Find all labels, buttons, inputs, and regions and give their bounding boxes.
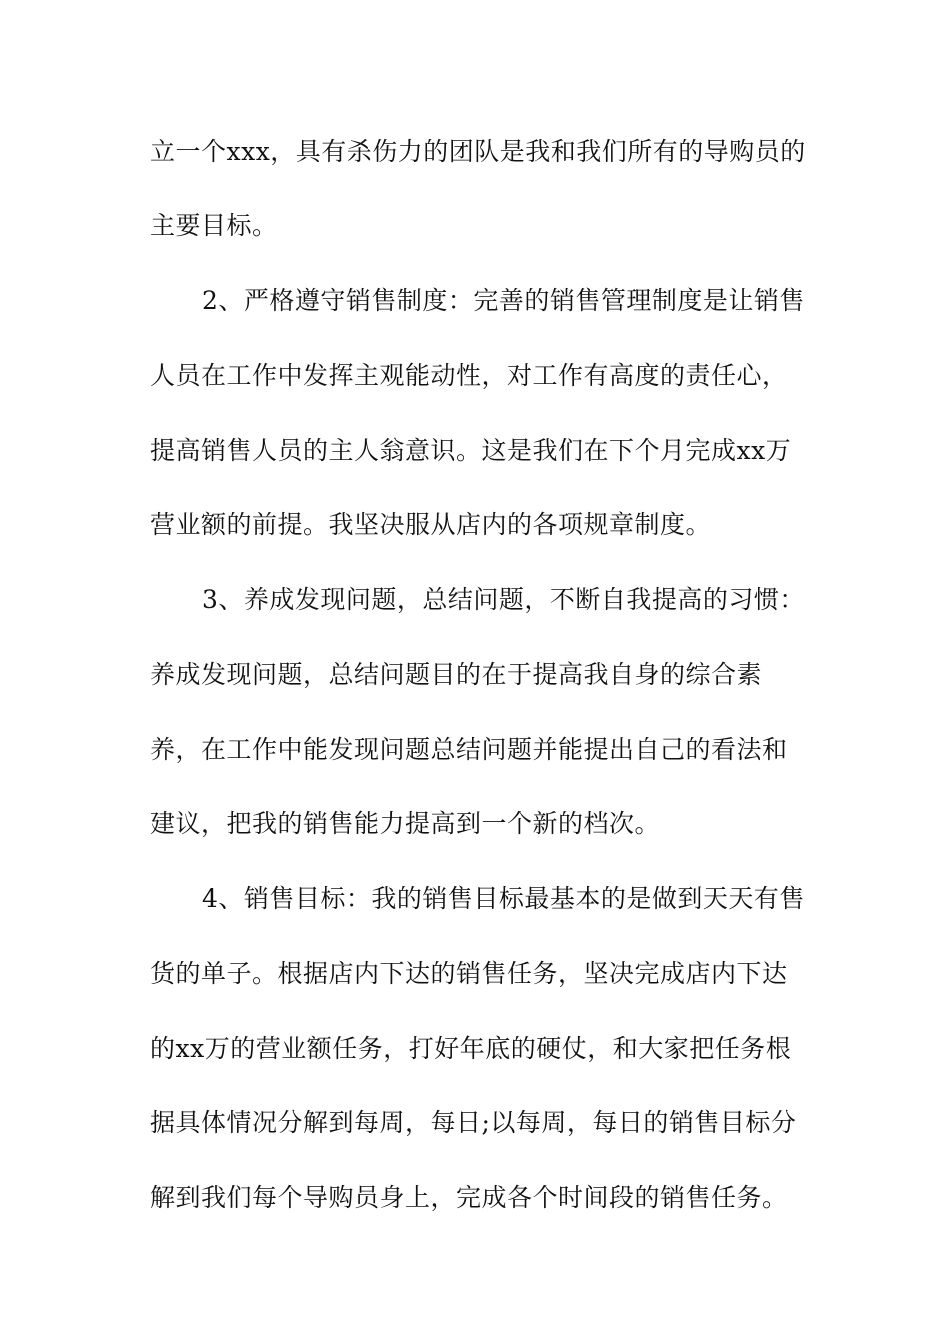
text-line: 营业额的前提。我坚决服从店内的各项规章制度。 [150,510,712,539]
text-line: 人员在工作中发挥主观能动性，对工作有高度的责任心， [150,361,788,390]
text-line: 解到我们每个导购员身上，完成各个时间段的销售任务。 [150,1183,788,1212]
text-line: 养成发现问题，总结问题目的在于提高我自身的综合素 [150,660,763,689]
text-line: 主要目标。 [150,211,278,240]
text-line: 提高销售人员的主人翁意识。这是我们在下个月完成xx万 [150,436,792,465]
text-line: 养，在工作中能发现问题总结问题并能提出自己的看法和 [150,735,788,764]
text-line: 货的单子。根据店内下达的销售任务，坚决完成店内下达 [150,959,788,988]
text-line: 立一个xxx，具有杀伤力的团队是我和我们所有的导购员的 [150,137,806,166]
paragraph-heading-4: 4、销售目标：我的销售目标最基本的是做到天天有售 [202,884,805,913]
paragraph-heading-2: 2、严格遵守销售制度：完善的销售管理制度是让销售 [202,286,805,315]
paragraph-heading-3: 3、养成发现问题，总结问题，不断自我提高的习惯： [202,585,805,614]
text-line: 的xx万的营业额任务，打好年底的硬仗，和大家把任务根 [150,1034,792,1063]
text-line: 据具体情况分解到每周，每日;以每周，每日的销售目标分 [150,1108,797,1137]
text-line: 建议，把我的销售能力提高到一个新的档次。 [150,809,661,838]
